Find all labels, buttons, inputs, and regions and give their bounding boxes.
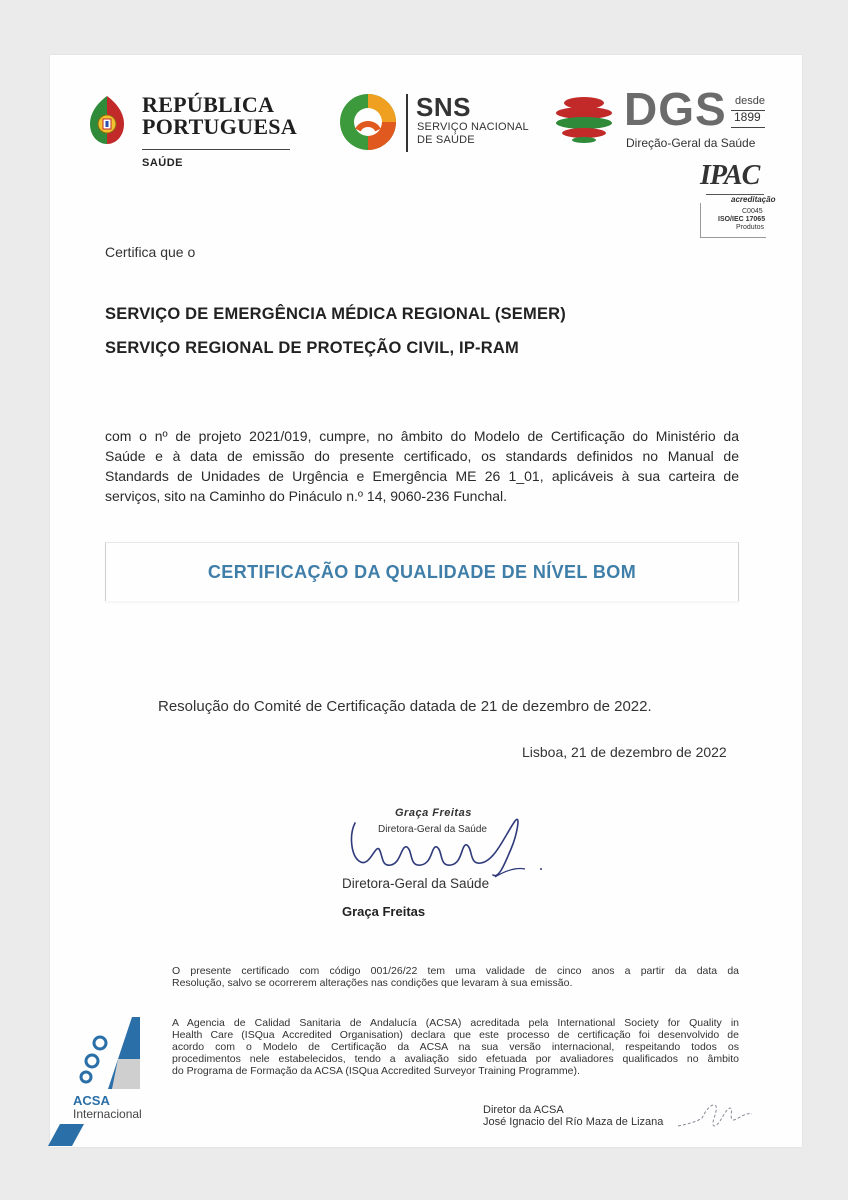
- place-date: Lisboa, 21 de dezembro de 2022: [522, 744, 727, 760]
- acsa-logo-name: ACSA: [73, 1093, 110, 1108]
- republica-saude-label: SAÚDE: [142, 157, 184, 169]
- paragraph-line: Saúde e à data de emissão do presente certificado, os standards definidos no Manual de: [105, 448, 739, 464]
- dgs-year: 1899: [734, 110, 761, 124]
- paragraph-line: Standards de Unidades de Urgência e Emergência ME 26 1_01, aplicáveis à sua carteira de: [105, 468, 739, 484]
- paragraph-line: com o nº de projeto 2021/019, cumpre, no âmbito do Modelo de Certificação do Ministério da: [105, 428, 739, 444]
- dgs-subtitle: Direção-Geral da Saúde: [626, 136, 756, 150]
- dgs-title: DGS: [624, 83, 727, 135]
- acsa-line: do Programa de Formação da ACSA (ISQua Accredited Surveyor Training Programme).: [172, 1065, 580, 1077]
- signature-stamp-title: Diretora-Geral da Saúde: [378, 824, 487, 835]
- ipac-standard: ISO/IEC 17065: [718, 216, 766, 223]
- ipac-logo: IPAC: [700, 160, 760, 191]
- divider: [142, 149, 290, 150]
- signatory-name: Graça Freitas: [342, 904, 426, 919]
- acsa-line: Health Care (ISQua Accredited Organisation) declara que este processo de certificação foi desenvolvido de: [172, 1029, 739, 1041]
- validity-line: Resolução, salvo se ocorrerem alterações nas condições que levaram à sua emissão.: [172, 977, 573, 989]
- entity-name-line1: SERVIÇO DE EMERGÊNCIA MÉDICA REGIONAL (SEMER): [105, 305, 566, 323]
- signature-stamp-name: Graça Freitas: [395, 807, 472, 819]
- acsa-director-name: José Ignacio del Río Maza de Lizana: [483, 1116, 664, 1128]
- paragraph-line: serviços, sito na Caminho do Pináculo n.º 14, 9060-236 Funchal.: [105, 488, 508, 504]
- sns-divider: [406, 94, 408, 152]
- resolution-text: Resolução do Comité de Certificação datada de 21 de dezembro de 2022.: [158, 698, 652, 715]
- ipac-scope: Produtos: [736, 224, 765, 231]
- sns-title: SNS: [416, 92, 471, 122]
- sns-sub-line2: DE SAÚDE: [417, 134, 475, 146]
- republica-portuguesa-title: [142, 94, 297, 138]
- portuguese-republic-emblem: [88, 94, 126, 146]
- ipac-code: C0045: [742, 208, 763, 215]
- sns-sub-line1: SERVIÇO NACIONAL: [417, 121, 529, 133]
- sns-logo-icon: [338, 92, 398, 152]
- acsa-statement: [172, 1017, 739, 1077]
- ipac-accreditation-label: acreditação: [731, 195, 776, 204]
- validity-line: O presente certificado com código 001/26/22 tem uma validade de cinco anos a partir da data da: [172, 965, 739, 977]
- certificate-paragraph: [105, 426, 739, 506]
- signatory-title: Diretora-Geral da Saúde: [342, 876, 490, 891]
- acsa-line: acordo com o Modelo de Certificação da ACSA na sua versão internacional, respeitando todos os: [172, 1041, 739, 1053]
- entity-name-line2: SERVIÇO REGIONAL DE PROTEÇÃO CIVIL, IP-RAM: [105, 339, 519, 357]
- sns-subtitle: [417, 121, 529, 147]
- acsa-logo-sub: Internacional: [73, 1107, 142, 1121]
- dgs-logo-icon: [554, 94, 614, 144]
- acsa-line: A Agencia de Calidad Sanitaria de Andalucía (ACSA) acreditada pela International Society for Quality in: [172, 1017, 739, 1029]
- intro-text: Certifica que o: [105, 244, 196, 260]
- acsa-logo-icon: [78, 1013, 150, 1095]
- validity-note: [172, 965, 739, 989]
- certification-title: CERTIFICAÇÃO DA QUALIDADE DE NÍVEL BOM: [207, 562, 637, 582]
- acsa-director-title: Diretor da ACSA: [483, 1104, 564, 1116]
- handwritten-signature: [345, 815, 545, 885]
- dgs-desde: desde: [735, 95, 765, 107]
- republica-line2: PORTUGUESA: [142, 114, 298, 139]
- acsa-director-signature: [676, 1096, 756, 1132]
- republica-line1: REPÚBLICA: [142, 92, 275, 117]
- acsa-line: procedimentos nele estabelecidos, tendo a avaliação sido efetuada por avaliadores qualificados no âmbito: [172, 1053, 739, 1065]
- acsa-director-block: [483, 1104, 663, 1128]
- acsa-corner-stripe: [48, 1124, 84, 1146]
